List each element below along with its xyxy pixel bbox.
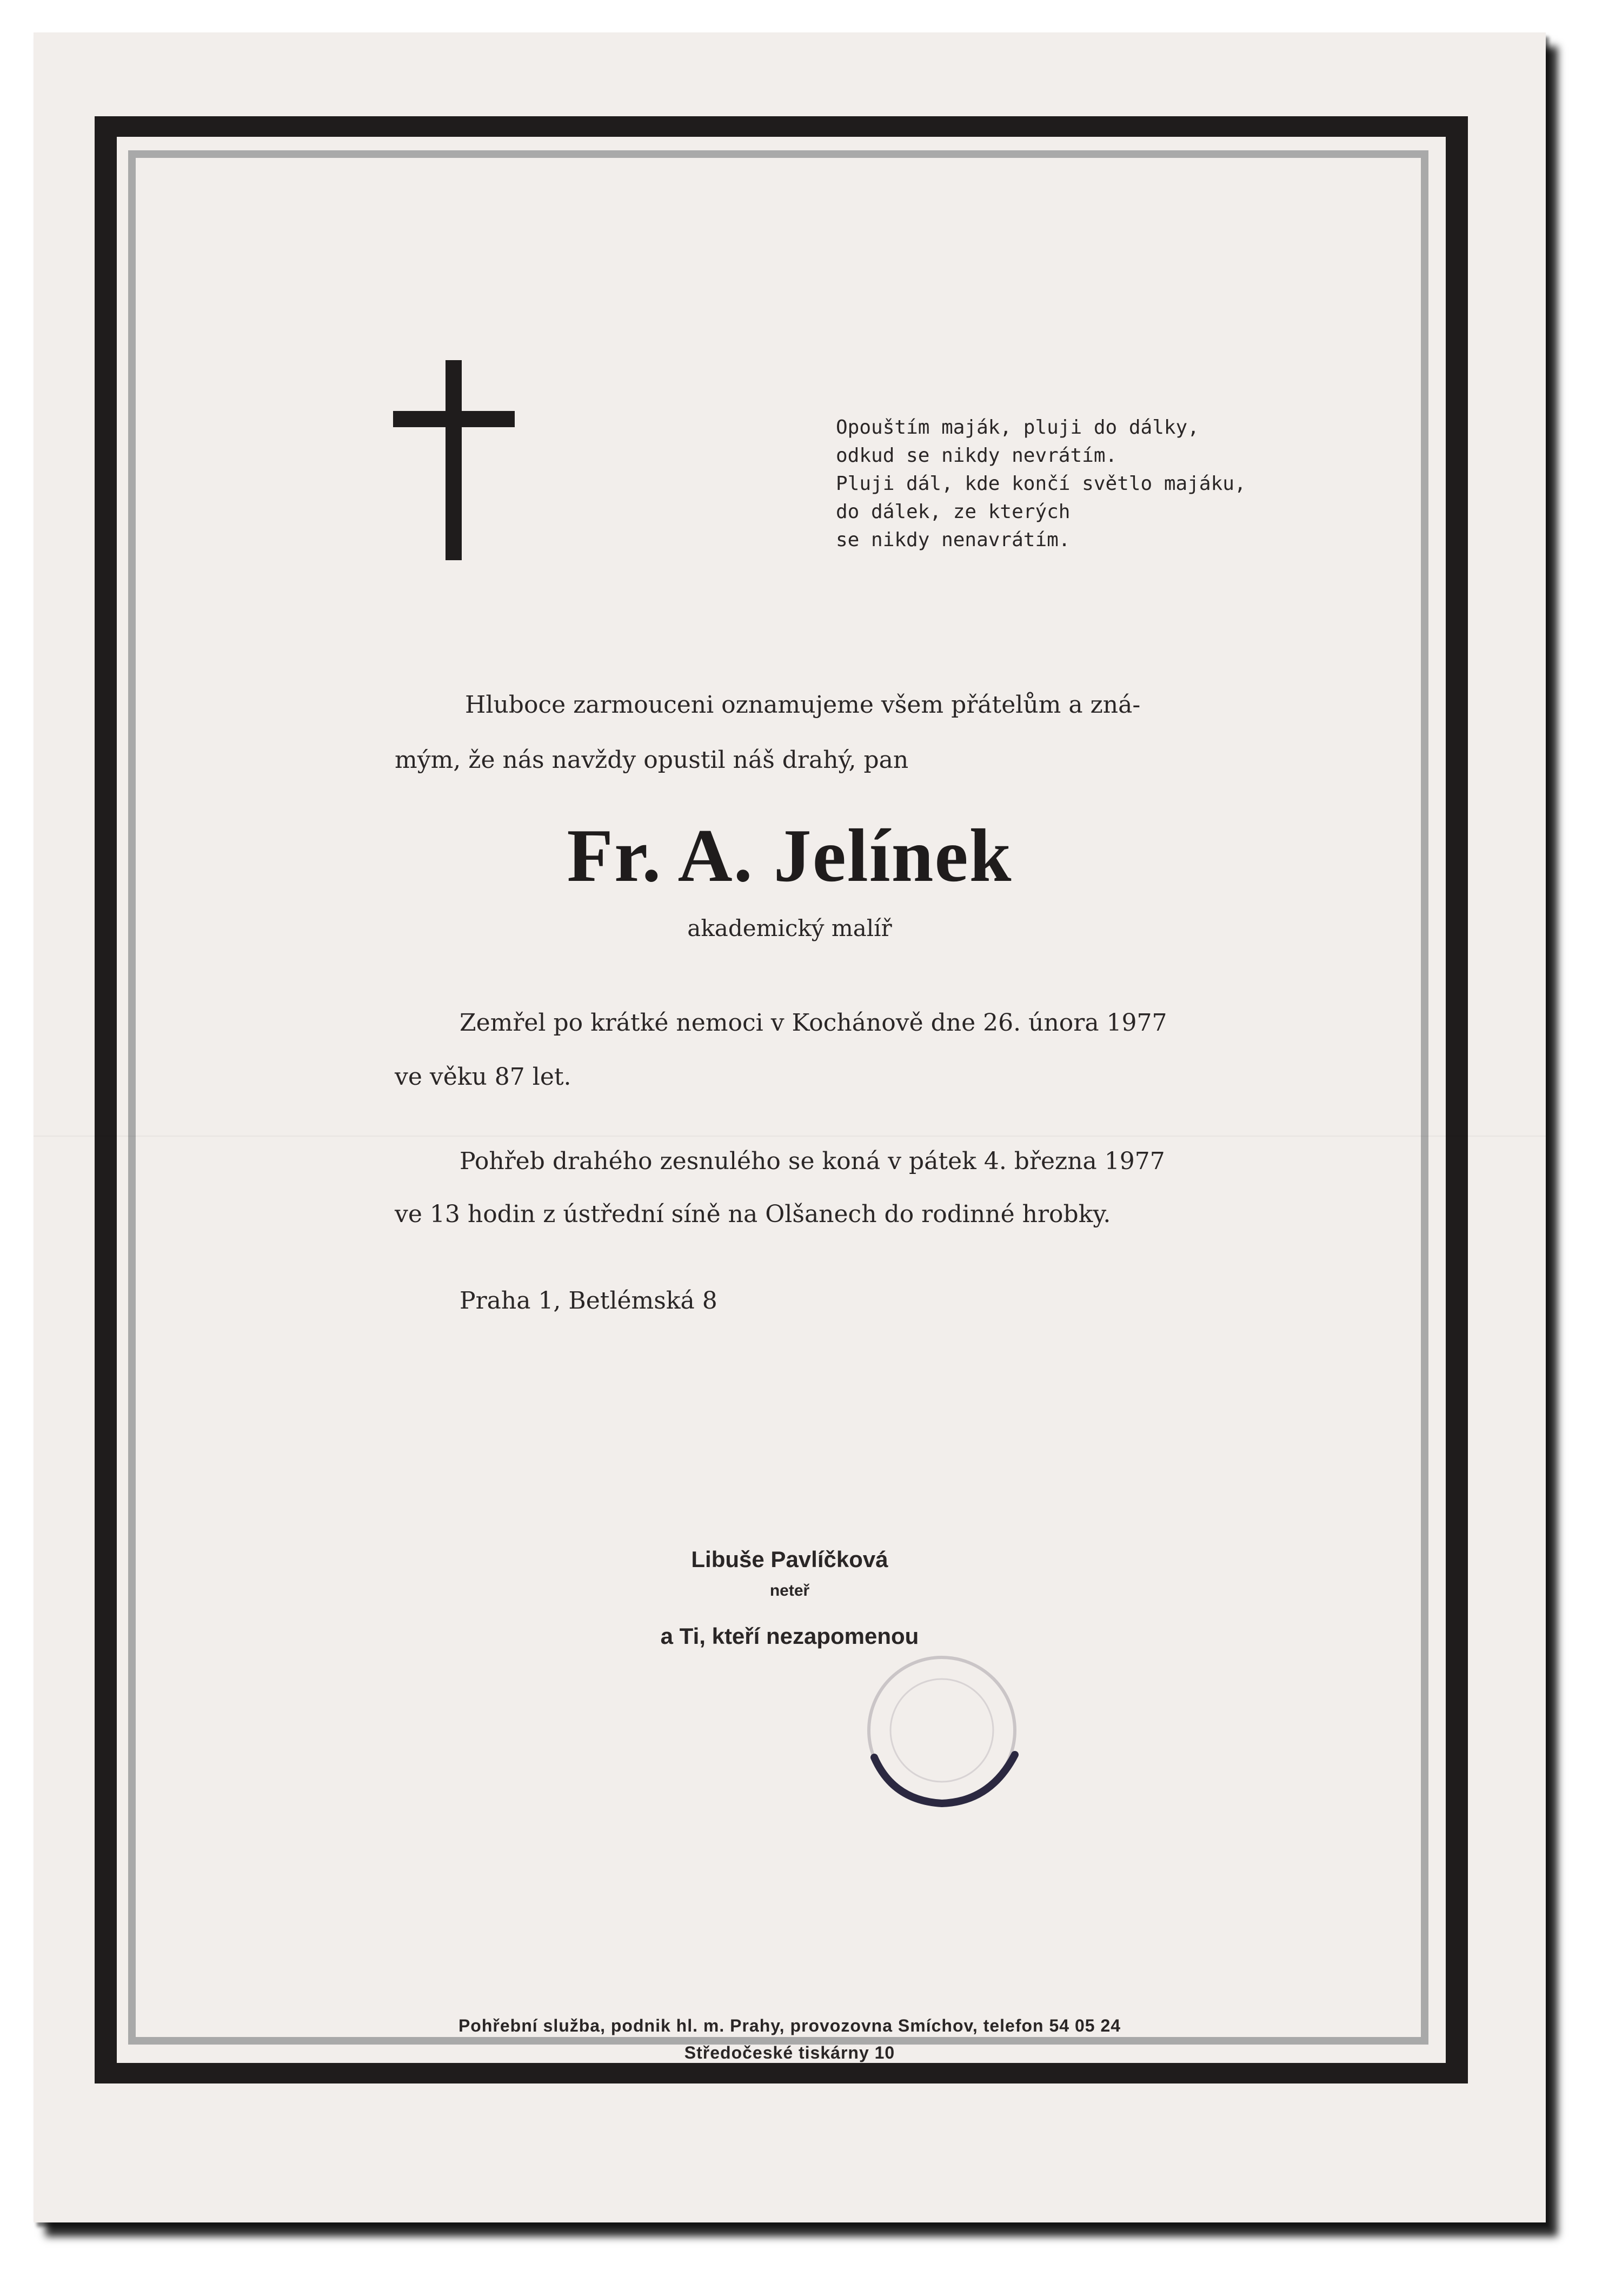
- death-line-2: ve věku 87 let.: [395, 1063, 571, 1091]
- funeral-line-2: ve 13 hodin z ústřední síně na Olšanech do rodinné hrobky.: [395, 1200, 1111, 1228]
- poem-line: Opouštím maják, pluji do dálky,: [836, 416, 1199, 439]
- announcement-line-1: Hluboce zarmouceni oznamujeme všem přátelům a zná-: [465, 691, 1141, 719]
- poem-line: se nikdy nenavrátím.: [836, 529, 1071, 551]
- signature-others: a Ti, kteří nezapomenou: [660, 1623, 919, 1649]
- poem-line: odkud se nikdy nevrátím.: [836, 444, 1118, 467]
- signature-name: Libuše Pavlíčková: [691, 1547, 888, 1572]
- signature-relation: neteř: [769, 1582, 810, 1600]
- footer-line-1: Pohřební služba, podnik hl. m. Prahy, provozovna Smíchov, telefon 54 05 24: [458, 2016, 1121, 2035]
- fold-crease: [34, 1136, 1546, 1137]
- poem-line: do dálek, ze kterých: [836, 501, 1071, 523]
- announcement-line-2: mým, že nás navždy opustil náš drahý, pan: [395, 746, 909, 774]
- poem: [836, 414, 1322, 554]
- deceased-profession: akademický malíř: [687, 915, 892, 941]
- death-line-1: Zemřel po krátké nemoci v Kochánově dne 26. února 1977: [460, 1009, 1167, 1037]
- obituary-sheet: [34, 32, 1546, 2222]
- address: Praha 1, Betlémská 8: [460, 1287, 717, 1315]
- cross-icon: [393, 360, 515, 560]
- poem-line: Pluji dál, kde končí světlo majáku,: [836, 473, 1246, 495]
- footer-line-2: Středočeské tiskárny 10: [684, 2043, 895, 2062]
- stamp-mark: [861, 1649, 1023, 1811]
- deceased-name: Fr. A. Jelínek: [567, 814, 1013, 898]
- funeral-line-1: Pohřeb drahého zesnulého se koná v pátek 4. března 1977: [460, 1147, 1165, 1175]
